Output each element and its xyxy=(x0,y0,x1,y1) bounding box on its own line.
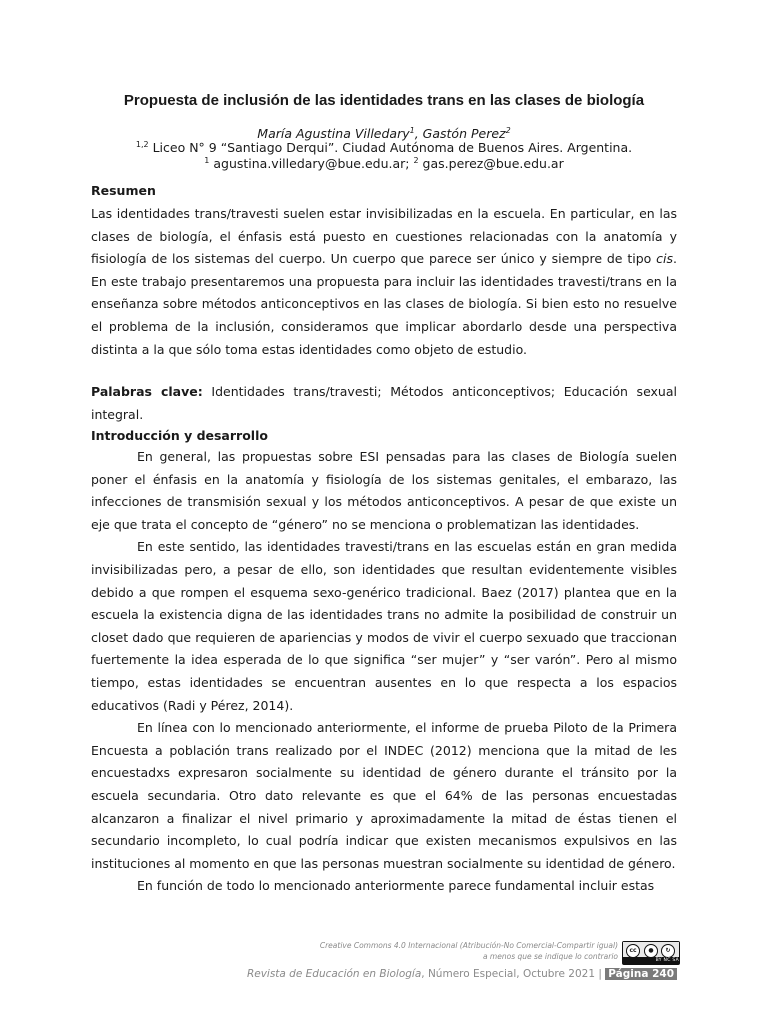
intro-heading: Introducción y desarrollo xyxy=(91,428,268,443)
page-number-badge: Página 240 xyxy=(605,968,677,980)
author-superscript: 1 xyxy=(409,125,415,135)
keywords-text: Identidades trans/travesti; Métodos anticonceptivos; Educación sexual integral. xyxy=(91,384,677,422)
affiliation-line xyxy=(0,140,768,155)
sa-share-alike-icon: ↻ xyxy=(661,944,675,958)
intro-body xyxy=(91,446,677,898)
author-line xyxy=(0,126,768,141)
cc-badge-strip: BY NC SA xyxy=(623,957,679,964)
author-superscript: 2 xyxy=(505,125,511,135)
email-superscript: 1 xyxy=(204,155,210,165)
email-superscript: 2 xyxy=(413,155,419,165)
license-line: a menos que se indique lo contrario xyxy=(482,952,618,961)
email-address: gas.perez@bue.edu.ar xyxy=(418,156,564,171)
email-address: agustina.villedary@bue.edu.ar; xyxy=(209,156,414,171)
affiliation-superscript: 1,2 xyxy=(135,139,149,149)
body-paragraph: En general, las propuestas sobre ESI pensadas para las clases de Biología suelen poner el énfasis en la anatomía y fisiología de los sistemas genitales, el embarazo, las infecciones de transmisión sexual y los métodos anticonceptivos. A pesar de que existe un eje que trata el concepto de “género” no se menciona o problematizan las identidades. xyxy=(91,449,677,532)
author-name: Gastón Perez xyxy=(422,126,506,141)
keywords-paragraph xyxy=(91,381,677,426)
keywords-label: Palabras clave: xyxy=(91,384,203,399)
by-attribution-icon: ● xyxy=(644,944,658,958)
cc-logo-icon: cc xyxy=(626,944,640,958)
license-line: Creative Commons 4.0 Internacional (Atribución-No Comercial-Compartir igual) xyxy=(319,941,618,950)
body-paragraph: En línea con lo mencionado anteriormente, el informe de prueba Piloto de la Primera Encuesta a población trans realizado por el INDEC (2012) menciona que la mitad de les encuestadxs expresaron socialmente su identidad de género durante el tránsito por la escuela secundaria. Otro dato relevante es que el 64% de las personas encuestadas alcanzaron a finalizar el nivel primario y aproximadamente la mitad de éstas tienen el secundario incompleto, lo cual podría indicar que existen mecanismos expulsivos en las instituciones al momento en que las personas muestran socialmente su identidad de género. xyxy=(91,720,677,871)
affiliation-text: Liceo N° 9 “Santiago Derqui”. Ciudad Autónoma de Buenos Aires. Argentina. xyxy=(148,140,633,155)
resumen-text: Las identidades trans/travesti suelen estar invisibilizadas en la escuela. En particular, en las clases de biología, el énfasis está puesto en cuestiones relacionadas con la anatomía y fisiología de los sistemas del cuerpo. Un cuerpo que parece ser único y siempre de tipo xyxy=(91,206,677,267)
resumen-text: . En este trabajo presentaremos una propuesta para incluir las identidades travesti/trans en la enseñanza sobre métodos anticonceptivos en las clases de biología. Si bien esto no resuelve el problema de la inclusión, consideramos que implicar abordarlo desde una perspectiva distinta a la que sólo toma estas identidades como objeto de estudio. xyxy=(91,251,677,357)
creative-commons-by-nc-sa-icon xyxy=(622,941,680,965)
author-separator: , xyxy=(414,126,423,141)
license-note xyxy=(320,940,618,962)
email-line xyxy=(0,156,768,171)
resumen-emphasis: cis xyxy=(656,251,674,267)
journal-name: Revista de Educación en Biología xyxy=(246,968,422,980)
body-paragraph: En este sentido, las identidades travesti/trans en las escuelas están en gran medida invisibilizadas pero, a pesar de ello, son identidades que resultan evidentemente visibles debido a que rompen el esquema sexo-genérico tradicional. Baez (2017) plantea que en la escuela la existencia digna de las identidades trans no admite la posibilidad de construir un closet dado que requieren de apariencias y modos de vivir el cuerpo sexuado que traccionan fuertemente la idea esperada de lo que significa “ser mujer” y “ser varón”. Pero al mismo tiempo, estas identidades se encuentran ausentes en lo que respecta a los espacios educativos (Radi y Pérez, 2014). xyxy=(91,539,677,713)
body-paragraph: En función de todo lo mencionado anteriormente parece fundamental incluir estas xyxy=(137,878,655,894)
author-name: María Agustina Villedary xyxy=(257,126,410,141)
resumen-heading: Resumen xyxy=(91,183,156,198)
cc-badge-top xyxy=(623,942,679,957)
journal-footer xyxy=(247,968,677,980)
paper-title: Propuesta de inclusión de las identidades trans en las clases de biología xyxy=(123,92,645,109)
resumen-paragraph xyxy=(91,203,677,361)
journal-issue: , Número Especial, Octubre 2021 | xyxy=(421,968,606,980)
